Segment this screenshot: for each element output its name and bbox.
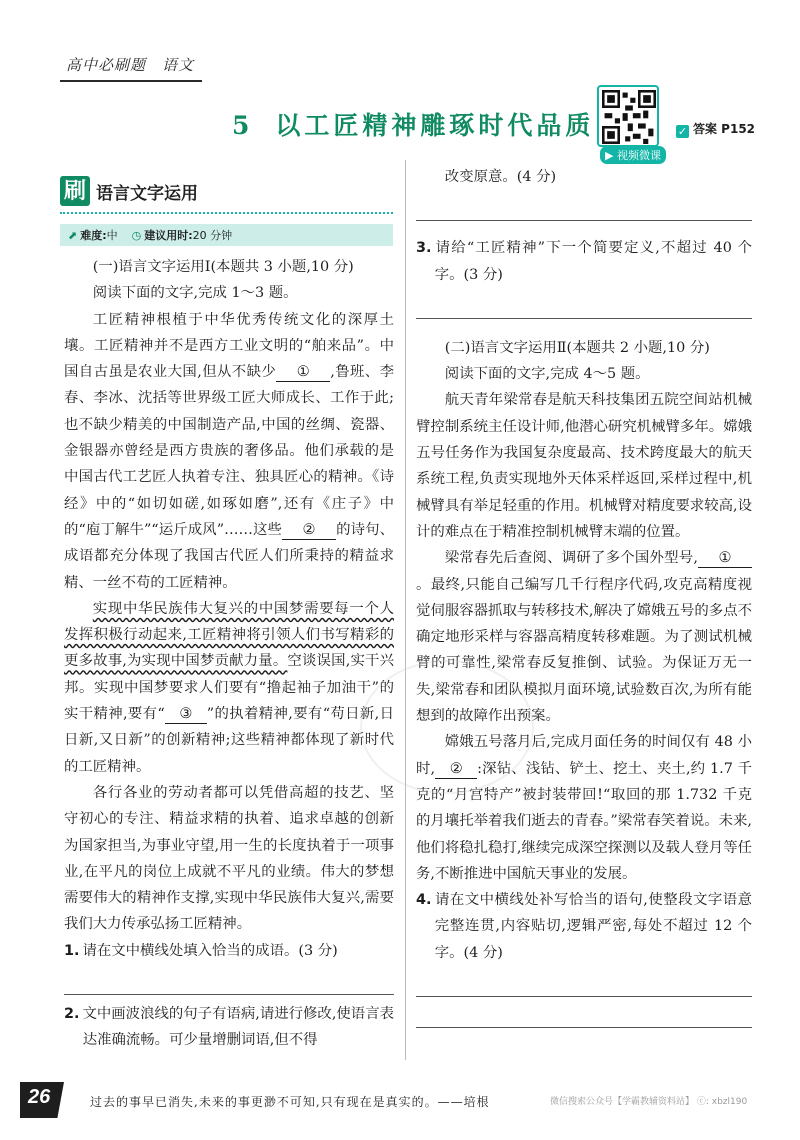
checkmark-icon: ✓: [677, 125, 688, 138]
difficulty-label: 难度:: [80, 229, 107, 242]
video-lesson-label: 视频微课: [616, 149, 661, 162]
answer-line-q2[interactable]: [416, 190, 752, 221]
question-1: [64, 938, 394, 964]
section-divider: [60, 212, 393, 214]
shua-icon: 刷: [60, 176, 90, 206]
part2-paragraph-1: 航天青年梁常春是航天科技集团五院空间站机械臂控制系统主任设计师,他潜心研究机械臂多年。嫦娥五号任务作为我国复杂度最高、技术跨度最大的航天系统工程,负责实现地外天体采样返回,采样过程中,机械臂具有举足轻重的作用。机械臂对精度要求较高,设计的难点在于精准控制机械臂末端的位置。: [416, 392, 752, 540]
question-2-text: 文中画波浪线的句子有语病,请进行修改,使语言表达准确流畅。可少量增删词语,但不得: [82, 1006, 394, 1049]
video-lesson-badge[interactable]: ▶ 视频微课: [600, 146, 666, 164]
book-title: 高中必刷题 语文: [66, 57, 195, 74]
part1-paragraph-1: 工匠精神根植于中华优秀传统文化的深厚土壤。工匠精神并不是西方工业文明的“舶来品”。中国自古虽是农业大国,但从不缺少 ① ,鲁班、李春、李冰、沈括等世界级工匠大师成长、工作于此;也不缺少精美的中国制造产品,中国的丝绸、瓷器、金银器亦曾经是西方贵族的奢侈品。他们承载的是中国古代工艺匠人执着专注、独具匠心的精神。《诗经》中的“如切如磋,如琢如磨”,还有《庄子》中的“庖丁解牛”“运斤成风”……这些 ② 的诗句、成语都充分体现了我国古代匠人们所秉持的精益求精、一丝不苟的工匠精神。: [64, 311, 395, 591]
question-3-text: 请给“工匠精神”下一个简要定义,不超过 40 个字。(3 分): [434, 240, 752, 283]
question-4: [416, 887, 752, 966]
lesson-title-text: 以工匠精神雕琢时代品质: [275, 111, 595, 140]
part2-instruction: 阅读下面的文字,完成 4～5 题。: [444, 366, 650, 383]
question-3-number: 3.: [416, 240, 432, 257]
part2-paragraph-3: 嫦娥五号落月后,完成月面任务的时间仅有 48 小时, ② :深钻、浅钻、铲土、挖土、夹土,约 1.7 千克的“月宫特产”被封装带回!“取回的那 1.732 千克的月壤托举着我们逝去的青春。”梁常春笑着说。未来,他们将稳扎稳打,继续完成深空探测以及载人登月等任务,不断推进中国航天事业的发展。: [416, 734, 752, 882]
time-label: 建议用时:: [144, 229, 193, 242]
blank-1[interactable]: ①: [276, 363, 330, 382]
blank-3[interactable]: ③: [165, 705, 207, 724]
answer-reference-text: 答案 P152: [693, 122, 756, 136]
qr-code[interactable]: [597, 85, 659, 147]
clock-icon: ◷: [131, 228, 142, 242]
question-4-text: 请在文中横线处补写恰当的语句,使整段文字语意完整连贯,内容贴切,逻辑严密,每处不超过 12 个字。(4 分): [434, 892, 752, 961]
blank-2[interactable]: ②: [282, 521, 336, 540]
blank-4[interactable]: ①: [698, 549, 752, 568]
question-3: [416, 235, 752, 288]
part1-paragraph-3: 各行各业的劳动者都可以凭借高超的技艺、坚守初心的专注、精益求精的执着、追求卓越的创新为国家担当,为事业守望,用一生的长度执着于一项事业,在平凡的岗位上成就不平凡的业绩。伟大的梦想需要伟大的精神作支撑,实现中华民族伟大复兴,需要我们大力传承弘扬工匠精神。: [64, 784, 394, 933]
header-divider: [60, 80, 202, 82]
time-value: 20 分钟: [192, 229, 233, 242]
right-column: [416, 164, 752, 1028]
question-1-text: 请在文中横线处填入恰当的成语。(3 分): [82, 942, 338, 959]
question-2: [64, 1001, 394, 1054]
qr-code-icon: [602, 90, 656, 144]
footer-watermark: 微信搜索公众号【学霸教辅资料站】 ⓒ: xbzl190: [550, 1097, 748, 1107]
meta-bar: [60, 224, 393, 246]
section-heading: [60, 176, 198, 206]
lesson-number: 5: [232, 111, 254, 140]
question-1-number: 1.: [64, 942, 80, 959]
question-2-continuation: 改变原意。(4 分): [444, 169, 557, 185]
column-divider: [405, 160, 406, 1060]
part1-instruction: 阅读下面的文字,完成 1～3 题。: [92, 285, 298, 302]
page-number: 26: [28, 1086, 51, 1108]
part2-paragraph-2: 梁常春先后查阅、调研了多个国外型号, ①。最终,只能自己编写几千行程序代码,攻克高精度视觉伺服容器抓取与转移技术,解决了嫦娥五号的多点不确定地形采样与容器高精度转移难题。为了测试机械臂的可靠性,梁常春反复推倒、试验。为保证万无一失,梁常春和团队模拟月面环境,试验数百次,为所有能想到的故障作出预案。: [416, 550, 752, 725]
difficulty-value: 中: [106, 229, 118, 242]
part1-paragraph-2: 实现中华民族伟大复兴的中国梦需要每一个人发挥积极行动起来,工匠精神将引领人们书写精彩的更多故事,为实现中国梦贡献力量。空谈误国,实干兴邦。实现中国梦要求人们要有“撸起袖子加油干”的实干精神,要有“ ③ ”的执着精神,要有“苟日新,日日新,又日新”的创新精神;这些精神都体现了新时代的工匠精神。: [64, 600, 395, 775]
left-column: [64, 254, 394, 1054]
part1-heading: (一)语言文字运用Ⅰ(本题共 3 小题,10 分): [92, 259, 354, 275]
part2-heading: (二)语言文字运用Ⅱ(本题共 2 小题,10 分): [444, 339, 710, 356]
answer-line-q3[interactable]: [416, 288, 752, 319]
answer-line-q4b[interactable]: [416, 997, 752, 1028]
footer-quote: 过去的事早已消失,未来的事更渺不可知,只有现在是真实的。——培根: [90, 1095, 490, 1109]
section-title: 语言文字运用: [96, 183, 198, 204]
blank-5[interactable]: ②: [435, 760, 477, 779]
question-4-number: 4.: [416, 892, 432, 909]
question-2-number: 2.: [64, 1006, 80, 1023]
lesson-title: [232, 106, 594, 142]
wavy-sentence: 实现中华民族伟大复兴的中国梦需要每一个人发挥积极行动起来,工匠精神将引领人们书写精彩的更多故事,为实现中国梦贡献力量。: [64, 600, 394, 670]
answer-reference: [676, 120, 755, 138]
chart-icon: ⬈: [68, 228, 78, 242]
answer-line-q4a[interactable]: [416, 966, 752, 997]
answer-line-q1[interactable]: [64, 964, 394, 995]
